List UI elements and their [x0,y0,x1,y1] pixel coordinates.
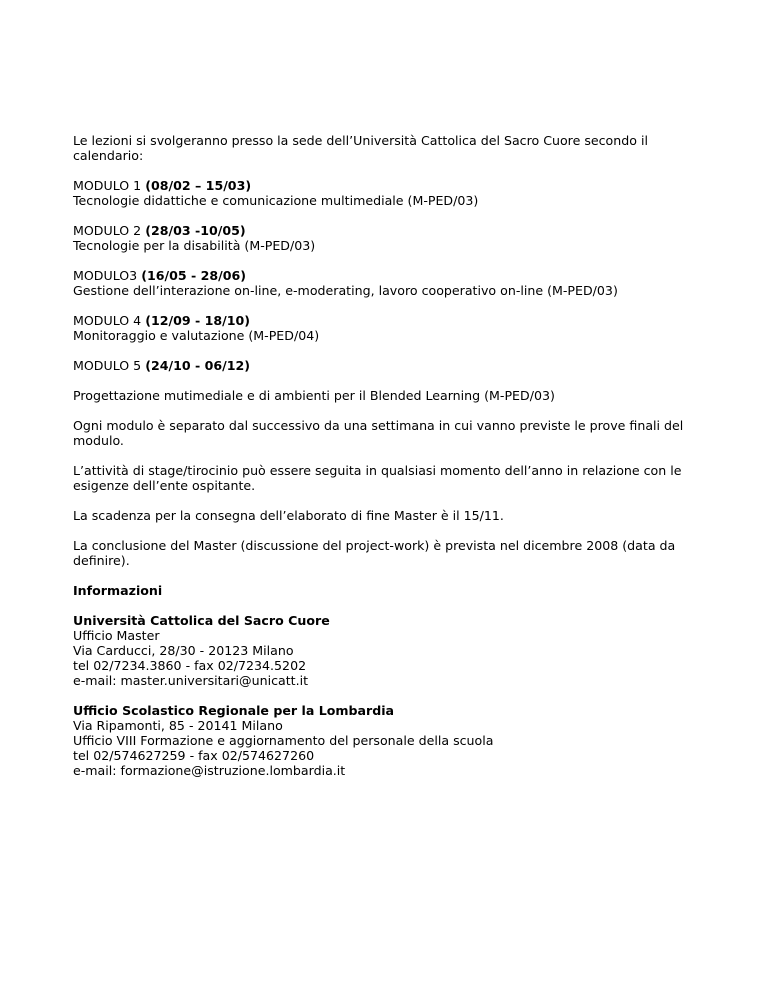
module-5-topic: Progettazione mutimediale e di ambienti per il Blended Learning (M-PED/03) [73,388,555,403]
module-4 [73,313,713,343]
module-dates: (28/03 -10/05) [145,223,246,238]
module-topic: Tecnologie didattiche e comunicazione multimediale (M-PED/03) [73,193,479,208]
module-dates: (16/05 - 28/06) [141,268,247,283]
module-1 [73,178,713,208]
module-3 [73,268,713,298]
module-label: MODULO 4 [73,313,146,328]
contact-address: Via Carducci, 28/30 - 20123 Milano [73,643,294,658]
module-topic: Tecnologie per la disabilità (M-PED/03) [73,238,316,253]
contact-phone: tel 02/574627259 - fax 02/574627260 [73,748,315,763]
contact-block-usr-lombardia [73,703,713,778]
module-topic: Monitoraggio e valutazione (M-PED/04) [73,328,320,343]
contact-name: Ufficio Scolastico Regionale per la Lombardia [73,703,395,718]
contact-block-unicatt [73,613,713,688]
module-dates: (12/09 - 18/10) [145,313,251,328]
module-topic: Gestione dell’interazione on-line, e-moderating, lavoro cooperativo on-line (M-PED/03) [73,283,618,298]
module-label: MODULO 5 [73,358,146,373]
module-label: MODULO 2 [73,223,146,238]
module-2 [73,223,713,253]
contact-name: Università Cattolica del Sacro Cuore [73,613,330,628]
contact-line: Ufficio Master [73,628,160,643]
module-label: MODULO3 [73,268,142,283]
conclusion-paragraph: La conclusione del Master (discussione del project-work) è prevista nel dicembre 2008 (data da definire). [73,538,676,568]
module-label: MODULO 1 [73,178,146,193]
stage-paragraph: L’attività di stage/tirocinio può essere seguita in qualsiasi momento dell’anno in relazione con le esigenze dell’ente ospitante. [73,463,682,493]
module-5 [73,358,713,373]
intro-paragraph: Le lezioni si svolgeranno presso la sede dell’Università Cattolica del Sacro Cuore secondo il calendario: [73,133,648,163]
contact-email: e-mail: master.universitari@unicatt.it [73,673,309,688]
document-page [73,133,713,793]
contact-address: Via Ripamonti, 85 - 20141 Milano [73,718,283,733]
module-dates: (08/02 – 15/03) [145,178,252,193]
contact-phone: tel 02/7234.3860 - fax 02/7234.5202 [73,658,307,673]
contact-email: e-mail: formazione@istruzione.lombardia.it [73,763,346,778]
module-dates: (24/10 - 06/12) [145,358,251,373]
contact-line: Ufficio VIII Formazione e aggiornamento del personale della scuola [73,733,494,748]
deadline-paragraph: La scadenza per la consegna dell’elaborato di fine Master è il 15/11. [73,508,504,523]
info-heading: Informazioni [73,583,163,598]
separation-paragraph: Ogni modulo è separato dal successivo da una settimana in cui vanno previste le prove finali del modulo. [73,418,684,448]
